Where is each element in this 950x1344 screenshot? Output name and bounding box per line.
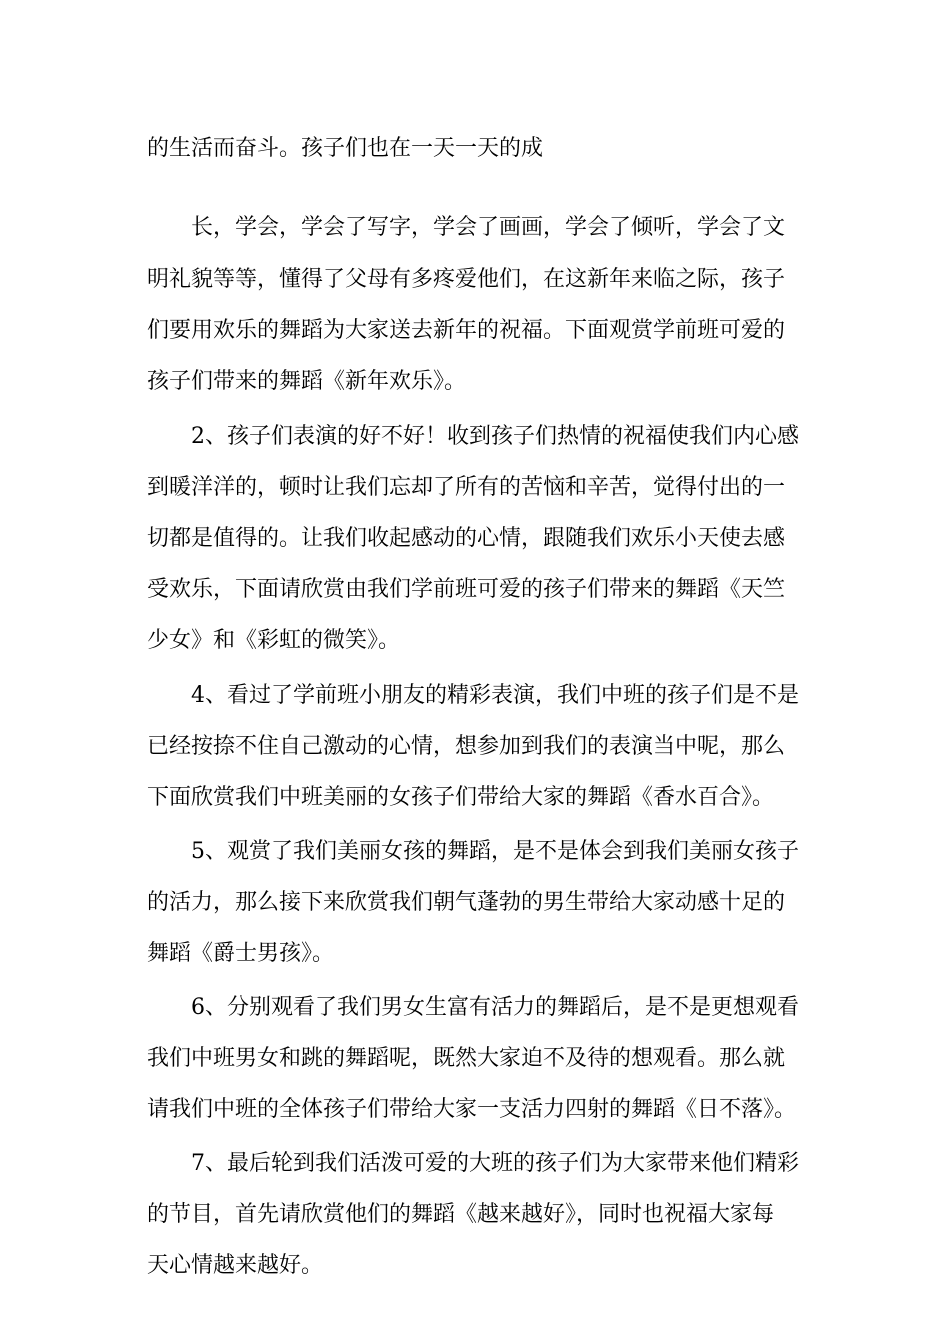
text-line [0,1146,950,1182]
text-line-content: 我们中班男女和跳的舞蹈呢，既然大家迫不及待的想观看。那么就 [147,1046,786,1071]
text-line [0,470,950,506]
text-line [0,131,950,167]
text-line-content: 天心情越来越好。 [147,1253,324,1278]
text-line-content: 少女》和《彩虹的微笑》。 [147,628,401,653]
text-line [0,623,950,659]
text-line-content: 孩子们带来的舞蹈《新年欢乐》。 [147,369,467,394]
text-line-content: 2、孩子们表演的好不好！收到孩子们热情的祝福使我们内心感 [191,424,799,449]
text-line [0,834,950,870]
text-line-content: 的生活而奋斗。孩子们也在一天一天的成 [147,136,544,161]
text-line-content: 明礼貌等等，懂得了父母有多疼爱他们，在这新年来临之际，孩子 [147,267,786,292]
text-line [0,990,950,1026]
text-line [0,1092,950,1128]
text-line-content: 的活力，那么接下来欣赏我们朝气蓬勃的男生带给大家动感十足的 [147,890,786,915]
text-line-content: 切都是值得的。让我们收起感动的心情，跟随我们欢乐小天使去感 [147,526,786,551]
text-line-content: 们要用欢乐的舞蹈为大家送去新年的祝福。下面观赏学前班可爱的 [147,318,786,343]
text-line [0,729,950,765]
text-line-content: 舞蹈《爵士男孩》。 [147,941,335,966]
text-line-content: 长，学会，学会了写字，学会了画画，学会了倾听，学会了文 [191,215,786,240]
text-line-content: 7、最后轮到我们活泼可爱的大班的孩子们为大家带来他们精彩 [191,1151,799,1176]
text-line-content: 5、观赏了我们美丽女孩的舞蹈，是不是体会到我们美丽女孩子 [191,839,799,864]
text-line-content: 下面欣赏我们中班美丽的女孩子们带给大家的舞蹈《香水百合》。 [147,785,775,810]
text-line [0,419,950,455]
text-line [0,885,950,921]
text-line-content: 已经按捺不住自己激动的心情，想参加到我们的表演当中呢，那么 [147,734,786,759]
text-line-content: 6、分别观看了我们男女生富有活力的舞蹈后，是不是更想观看 [191,995,799,1020]
text-line [0,780,950,816]
text-line [0,364,950,400]
text-line-content: 请我们中班的全体孩子们带给大家一支活力四射的舞蹈《日不落》。 [147,1097,797,1122]
text-line [0,313,950,349]
text-line-content: 4、看过了学前班小朋友的精彩表演，我们中班的孩子们是不是 [191,683,799,708]
text-line [0,210,950,246]
text-line-content: 到暖洋洋的，顿时让我们忘却了所有的苦恼和辛苦，觉得付出的一 [147,475,786,500]
text-line [0,1197,950,1233]
text-line [0,1041,950,1077]
text-line [0,678,950,714]
text-line-content: 受欢乐，下面请欣赏由我们学前班可爱的孩子们带来的舞蹈《天竺 [147,577,786,602]
text-line [0,521,950,557]
text-line [0,262,950,298]
text-line-content: 的节目，首先请欣赏他们的舞蹈《越来越好》，同时也祝福大家每 [147,1202,775,1227]
text-line [0,936,950,972]
text-line [0,572,950,608]
text-line [0,1248,950,1284]
